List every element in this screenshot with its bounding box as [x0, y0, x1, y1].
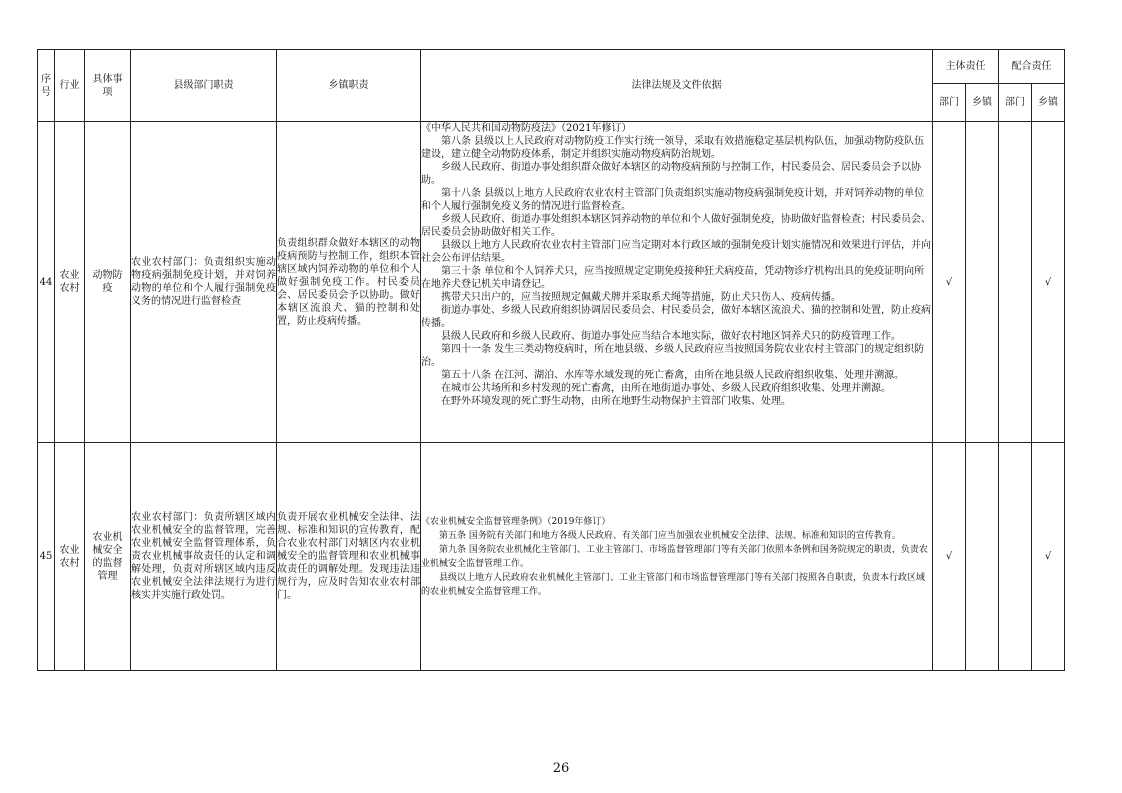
law-article: 乡级人民政府、街道办事处组织群众做好本辖区的动物疫病预防与控制工作，村民委员会、居民委员会予以协助。 — [421, 162, 921, 186]
header-coop-dept: 部门 — [999, 84, 1032, 122]
row-law-basis — [421, 443, 933, 671]
law-article: 第五条 国务院有关部门和地方各级人民政府、有关部门应当加强农业机械安全法律、法规、标准和知识的宣传教育。 — [439, 530, 901, 541]
row-county-duty: 农业农村部门：负责所辖区域内农业机械安全的监督管理，完善农业机械安全监督管理体系，负责农业机械事故责任的认定和调解处理，负责对所辖区域内违反农业机械安全法律法规行为进行核实并实施行政处罚。 — [131, 443, 277, 671]
header-main-responsibility: 主体责任 — [933, 50, 999, 84]
header-coop-town: 乡镇 — [1032, 84, 1065, 122]
header-main-dept: 部门 — [933, 84, 966, 122]
law-article: 在野外环境发现的死亡野生动物，由所在地野生动物保护主管部门收集、处理。 — [441, 396, 791, 407]
law-article: 携带犬只出户的，应当按照规定佩戴犬牌并采取系犬绳等措施，防止犬只伤人、疫病传播。 — [441, 292, 841, 303]
law-article: 乡级人民政府、街道办事处组织本辖区饲养动物的单位和个人做好强制免疫，协助做好监督检查；村民委员会、居民委员会协助做好相关工作。 — [421, 214, 931, 238]
law-article: 县级人民政府和乡级人民政府、街道办事处应当结合本地实际，做好农村地区饲养犬只的防疫管理工作。 — [441, 331, 901, 342]
main-dept-check: √ — [933, 122, 966, 443]
table-row — [38, 443, 1065, 671]
law-article: 第五十八条 在江河、湖泊、水库等水域发现的死亡畜禽，由所在地县级人民政府组织收集、处理并溯源。 — [441, 370, 905, 381]
coop-dept-check — [999, 122, 1032, 443]
main-town-check — [966, 443, 999, 671]
law-article: 在城市公共场所和乡村发现的死亡畜禽，由所在地街道办事处、乡级人民政府组织收集、处理并溯源。 — [441, 383, 891, 394]
table-row — [38, 122, 1065, 443]
header-item: 具体事项 — [85, 50, 131, 122]
main-dept-check: √ — [933, 443, 966, 671]
row-town-duty: 负责开展农业机械安全法律、法规、标准和知识的宣传教育，配合农业农村部门对辖区内农业机械安全的监督管理和农业机械事故责任的调解处理。发现违法违规行为，应及时告知农业农村部门。 — [277, 443, 421, 671]
row-industry: 农业农村 — [55, 443, 85, 671]
coop-town-check: √ — [1032, 443, 1065, 671]
header-law-basis: 法律法规及文件依据 — [421, 50, 933, 122]
coop-town-check: √ — [1032, 122, 1065, 443]
header-coop-responsibility: 配合责任 — [999, 50, 1065, 84]
law-article: 第九条 国务院农业机械化主管部门、工业主管部门、市场监督管理部门等有关部门依照本条例和国务院规定的职责，负责农业机械安全监督管理工作。 — [421, 544, 928, 569]
law-title: 《农业机械安全监督管理条例》（2019年修订） — [421, 516, 611, 527]
law-article: 第三十条 单位和个人饲养犬只，应当按照规定定期免疫接种狂犬病疫苗，凭动物诊疗机构出具的免疫证明向所在地养犬登记机关申请登记。 — [421, 266, 925, 290]
main-town-check — [966, 122, 999, 443]
header-main-town: 乡镇 — [966, 84, 999, 122]
law-article: 第四十一条 发生三类动物疫病时，所在地县级、乡级人民政府应当按照国务院农业农村主管部门的规定组织防治。 — [421, 344, 925, 368]
responsibility-table — [37, 49, 1065, 671]
header-town-duty: 乡镇职责 — [277, 50, 421, 122]
coop-dept-check — [999, 443, 1032, 671]
page-number: 26 — [552, 761, 570, 776]
header-industry: 行业 — [55, 50, 85, 122]
law-article: 第十八条 县级以上地方人民政府农业农村主管部门负责组织实施动物疫病强制免疫计划，并对饲养动物的单位和个人履行强制免疫义务的情况进行监督检查。 — [421, 188, 925, 212]
law-article: 第八条 县级以上人民政府对动物防疫工作实行统一领导，采取有效措施稳定基层机构队伍，加强动物防疫队伍建设，建立健全动物防疫体系，制定并组织实施动物疫病防治规划。 — [421, 136, 925, 160]
row-town-duty: 负责组织群众做好本辖区的动物疫病预防与控制工作，组织本管辖区域内饲养动物的单位和个人做好强制免疫工作。村民委员会、居民委员会予以协助。做好本辖区流浪犬、猫的控制和处置，防止疫病传播。 — [277, 122, 421, 443]
law-article: 县级以上地方人民政府农业农村主管部门应当定期对本行政区域的强制免疫计划实施情况和效果进行评估，并向社会公布评估结果。 — [421, 240, 931, 264]
law-title: 《中华人民共和国动物防疫法》（2021年修订） — [421, 123, 632, 134]
row-item: 农业机械安全的监督管理 — [85, 443, 131, 671]
row-seq: 44 — [38, 122, 55, 443]
row-law-basis — [421, 122, 933, 443]
row-seq: 45 — [38, 443, 55, 671]
row-industry: 农业农村 — [55, 122, 85, 443]
header-seq: 序号 — [38, 50, 55, 122]
law-article: 街道办事处、乡级人民政府组织协调居民委员会、村民委员会，做好本辖区流浪犬、猫的控制和处置，防止疫病传播。 — [421, 305, 931, 329]
row-county-duty: 农业农村部门：负责组织实施动物疫病强制免疫计划，并对饲养动物的单位和个人履行强制免疫义务的情况进行监督检查 — [131, 122, 277, 443]
row-item: 动物防疫 — [85, 122, 131, 443]
header-county-duty: 县级部门职责 — [131, 50, 277, 122]
law-article: 县级以上地方人民政府农业机械化主管部门、工业主管部门和市场监督管理部门等有关部门按照各自职责，负责本行政区域的农业机械安全监督管理工作。 — [421, 572, 926, 597]
